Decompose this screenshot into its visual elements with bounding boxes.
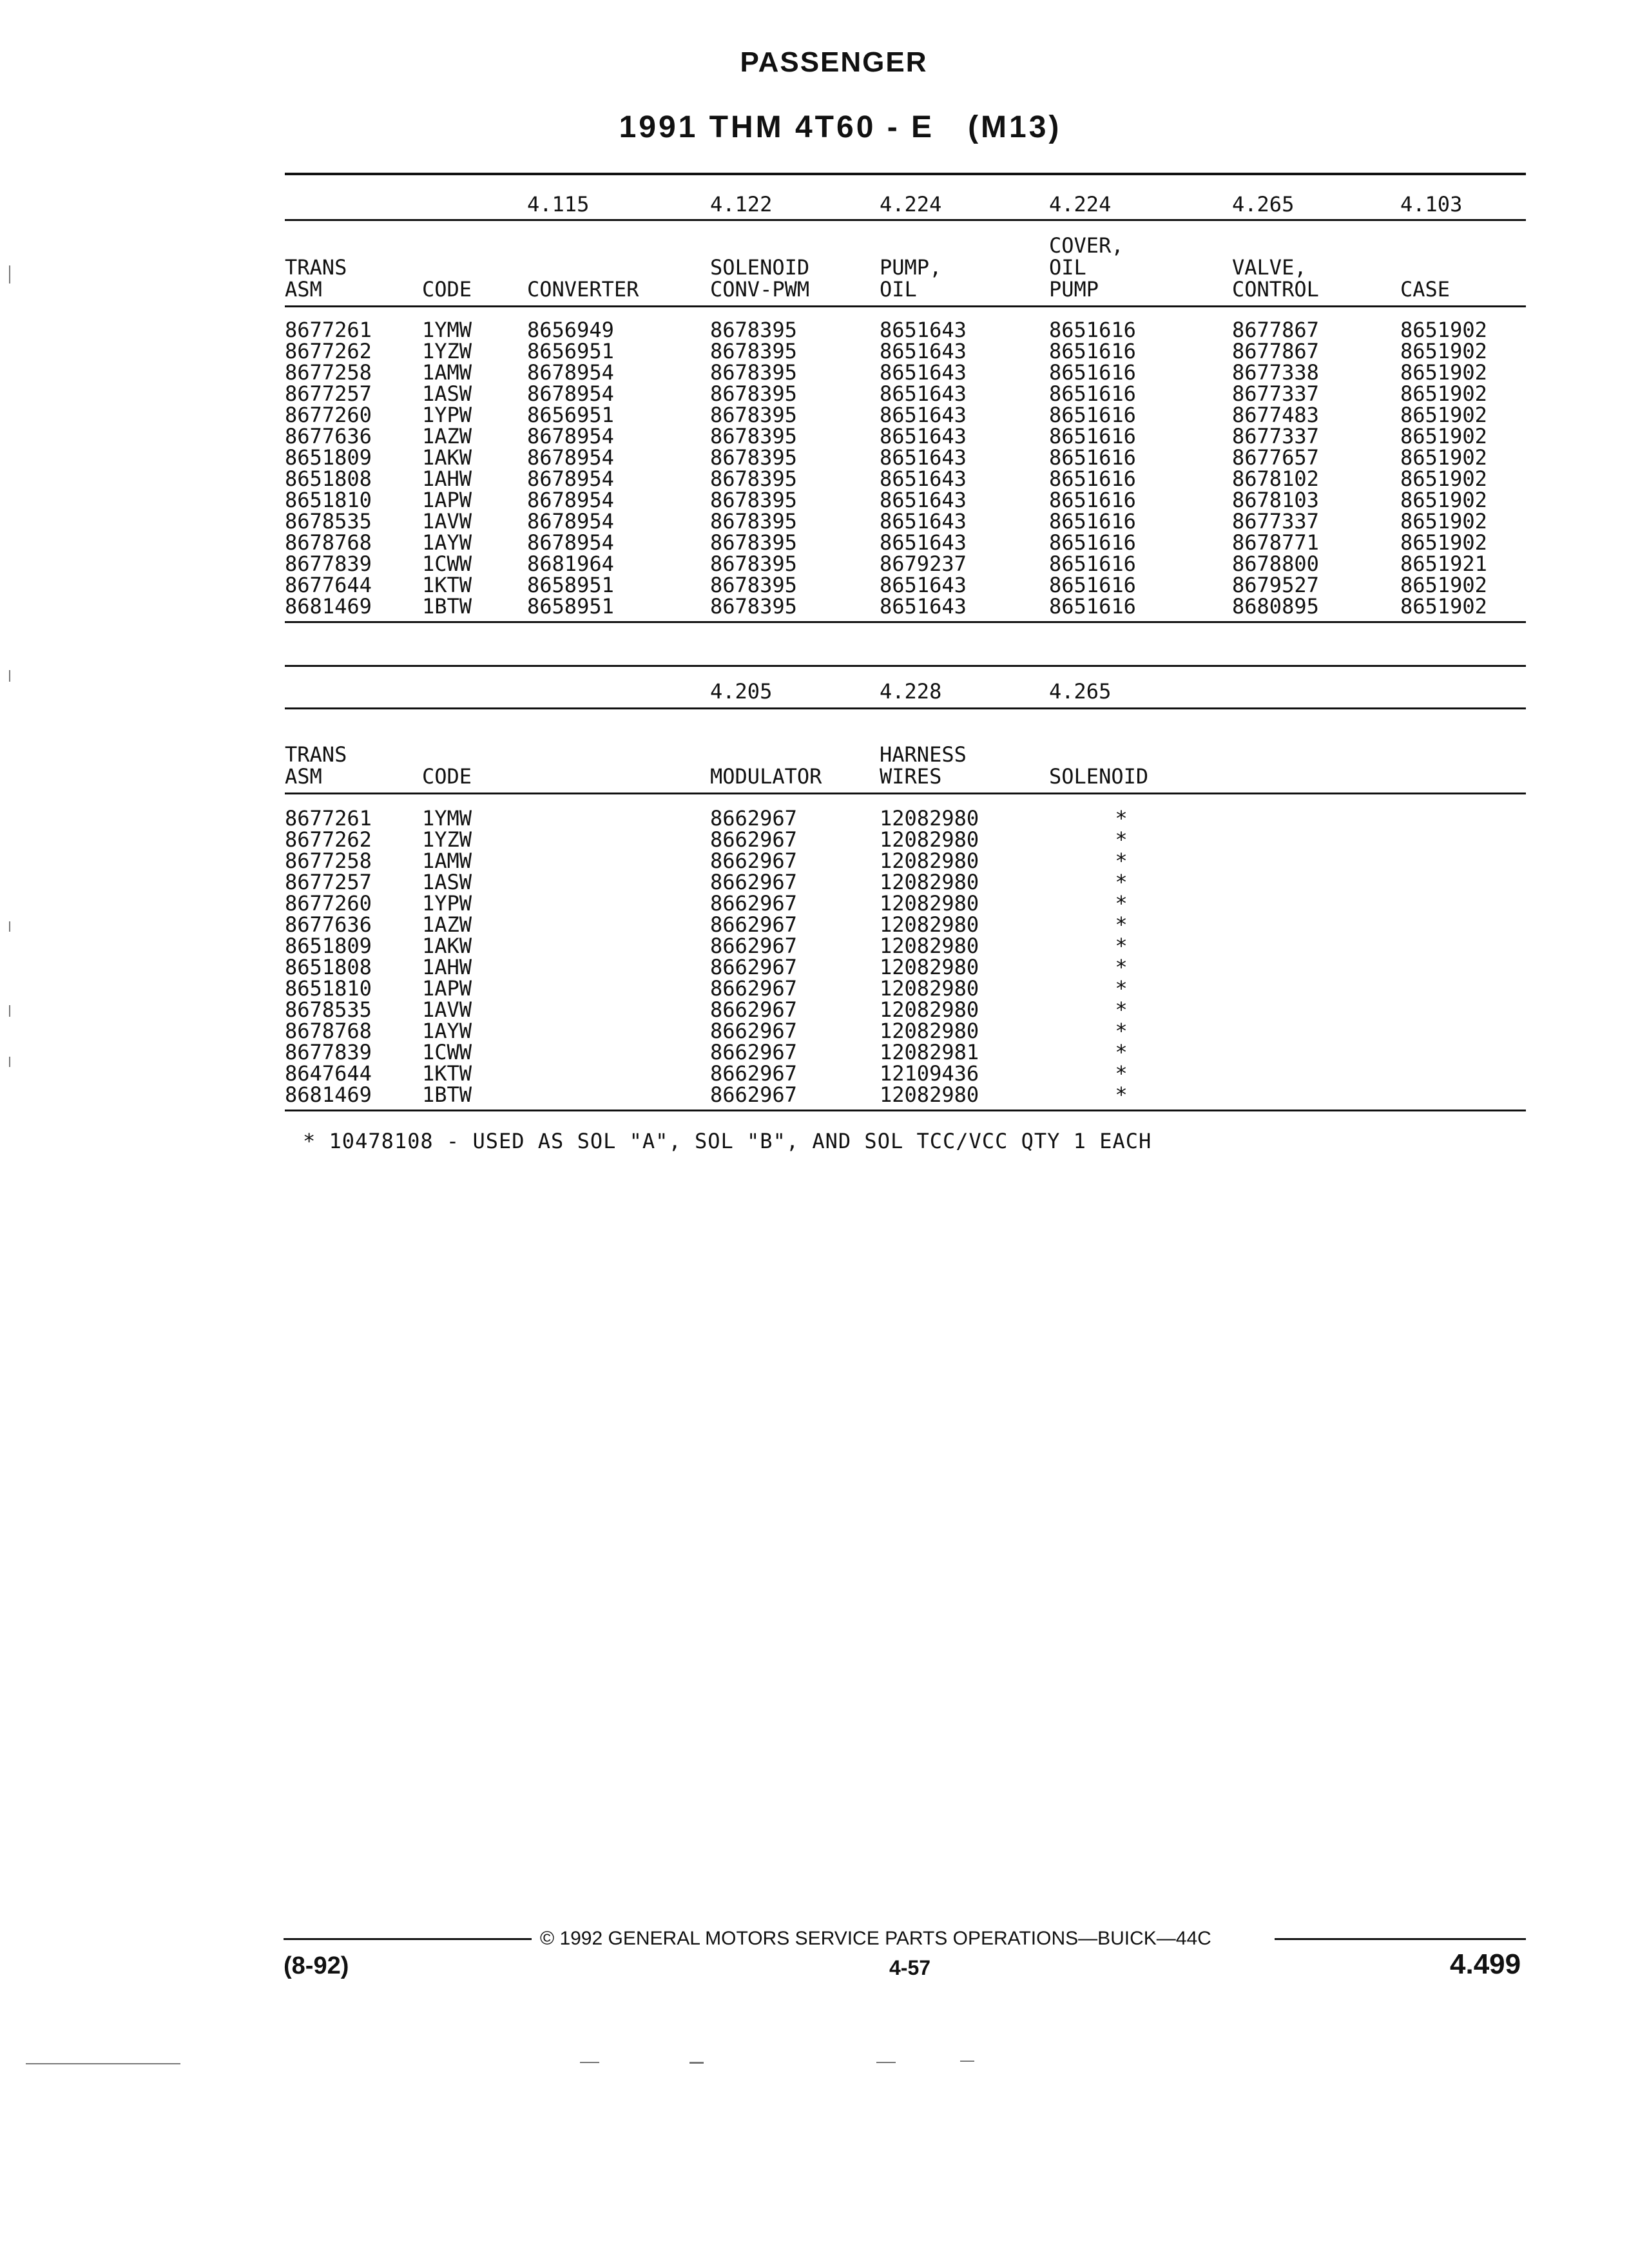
footnote-marker: * xyxy=(1115,870,1128,894)
table1-group-rule xyxy=(285,219,1526,221)
model-title: 1991 THM 4T60 - E (M13) xyxy=(619,110,1062,144)
table-cell: 8651643 xyxy=(880,594,967,619)
table-cell: 8681469 xyxy=(285,594,372,619)
table-cell: 8658951 xyxy=(527,573,614,597)
column-header: CASE xyxy=(1400,277,1451,302)
table-cell: 8651902 xyxy=(1400,573,1487,597)
column-header: CONVERTER xyxy=(527,277,639,302)
table-cell: 8677839 xyxy=(285,1040,372,1064)
table-cell: 8651616 xyxy=(1049,381,1136,406)
table1-top-rule xyxy=(285,173,1526,175)
table-cell: 8678395 xyxy=(710,318,797,342)
table-cell: 8677262 xyxy=(285,827,372,852)
table-cell: 8662967 xyxy=(710,827,797,852)
table-cell: 8651902 xyxy=(1400,466,1487,491)
table-cell: 1AMW xyxy=(422,849,472,873)
table-cell: 8678395 xyxy=(710,552,797,576)
table-cell: 1AVW xyxy=(422,997,472,1022)
table-cell: 1YZW xyxy=(422,827,472,852)
footnote-marker: * xyxy=(1115,955,1128,979)
table-cell: 8677261 xyxy=(285,806,372,831)
table-cell: 12082980 xyxy=(880,1082,979,1107)
table-cell: 8679527 xyxy=(1232,573,1319,597)
table-cell: 8651643 xyxy=(880,360,967,385)
table-cell: 8651810 xyxy=(285,976,372,1001)
section-number: 4.499 xyxy=(1450,1948,1521,1980)
column-header: COVER, OIL PUMP xyxy=(1049,233,1124,302)
table-cell: 8651809 xyxy=(285,934,372,958)
table-cell: 8677261 xyxy=(285,318,372,342)
table-cell: 8651616 xyxy=(1049,509,1136,533)
table2-top-rule xyxy=(285,665,1526,667)
table-cell: 8651902 xyxy=(1400,339,1487,363)
column-header: CODE xyxy=(422,277,472,302)
column-header: CODE xyxy=(422,764,472,789)
table-cell: 8662967 xyxy=(710,912,797,937)
group-number: 4.265 xyxy=(1049,679,1112,704)
table-cell: 8651902 xyxy=(1400,509,1487,533)
table-cell: 8662967 xyxy=(710,806,797,831)
table-cell: 8678535 xyxy=(285,509,372,533)
table-cell: 8662967 xyxy=(710,1040,797,1064)
table-cell: 1AYW xyxy=(422,530,472,555)
table-cell: 12082980 xyxy=(880,976,979,1001)
table-cell: 12082980 xyxy=(880,934,979,958)
footnote-marker: * xyxy=(1115,1040,1128,1064)
table-cell: 8651616 xyxy=(1049,403,1136,427)
table1-header-rule xyxy=(285,305,1526,307)
table-cell: 8651616 xyxy=(1049,488,1136,512)
table-cell: 1BTW xyxy=(422,1082,472,1107)
footnote-marker: * xyxy=(1115,912,1128,937)
table-cell: 8678395 xyxy=(710,424,797,448)
column-header: SOLENOID xyxy=(1049,764,1149,789)
group-number: 4.103 xyxy=(1400,192,1463,216)
group-number: 4.224 xyxy=(1049,192,1112,216)
table-cell: 8662967 xyxy=(710,870,797,894)
table-cell: 12082980 xyxy=(880,870,979,894)
table-cell: 8651643 xyxy=(880,466,967,491)
table-cell: 1AVW xyxy=(422,509,472,533)
table-cell: 8678395 xyxy=(710,530,797,555)
table-cell: 8678768 xyxy=(285,530,372,555)
table-cell: 8656949 xyxy=(527,318,614,342)
table-cell: 8651902 xyxy=(1400,381,1487,406)
table-cell: 8651921 xyxy=(1400,552,1487,576)
table-cell: 8681469 xyxy=(285,1082,372,1107)
table-cell: 8678954 xyxy=(527,360,614,385)
table-cell: 8662967 xyxy=(710,934,797,958)
table-cell: 8677636 xyxy=(285,424,372,448)
table-cell: 8651616 xyxy=(1049,466,1136,491)
table-cell: 1AYW xyxy=(422,1019,472,1043)
group-number: 4.224 xyxy=(880,192,942,216)
table-cell: 8651616 xyxy=(1049,339,1136,363)
table-cell: 1YPW xyxy=(422,891,472,916)
table-cell: 1ASW xyxy=(422,870,472,894)
table-cell: 8651808 xyxy=(285,955,372,979)
table-cell: 1CWW xyxy=(422,1040,472,1064)
scan-mark xyxy=(689,2062,704,2064)
table2-header-rule xyxy=(285,793,1526,794)
table-cell: 8678954 xyxy=(527,488,614,512)
table-cell: 8651616 xyxy=(1049,360,1136,385)
table-cell: 8662967 xyxy=(710,1061,797,1086)
scan-mark xyxy=(9,670,10,682)
table-cell: 8651643 xyxy=(880,509,967,533)
page-number: 4-57 xyxy=(889,1956,931,1979)
table-cell: 8678768 xyxy=(285,1019,372,1043)
table-cell: 8681964 xyxy=(527,552,614,576)
copyright-notice: © 1992 GENERAL MOTORS SERVICE PARTS OPERATIONS—BUICK—44C xyxy=(540,1928,1211,1949)
group-number: 4.228 xyxy=(880,679,942,704)
table-cell: 8651643 xyxy=(880,339,967,363)
table2-group-rule xyxy=(285,707,1526,709)
table-cell: 8677257 xyxy=(285,870,372,894)
column-header: TRANS ASM xyxy=(285,255,347,302)
table-cell: 8677260 xyxy=(285,891,372,916)
table-cell: 8678954 xyxy=(527,381,614,406)
table-cell: 8677260 xyxy=(285,403,372,427)
table-cell: 1AMW xyxy=(422,360,472,385)
table-cell: 8651643 xyxy=(880,530,967,555)
table-cell: 8662967 xyxy=(710,891,797,916)
table-cell: 8677257 xyxy=(285,381,372,406)
date-code: (8-92) xyxy=(284,1952,349,1979)
table-cell: 8651808 xyxy=(285,466,372,491)
table-cell: 8678395 xyxy=(710,594,797,619)
table-cell: 8678102 xyxy=(1232,466,1319,491)
table-cell: 8651902 xyxy=(1400,488,1487,512)
table-cell: 8662967 xyxy=(710,976,797,1001)
table-cell: 8678954 xyxy=(527,445,614,470)
table-cell: 8651643 xyxy=(880,318,967,342)
table-cell: 1AHW xyxy=(422,955,472,979)
footnote-marker: * xyxy=(1115,1082,1128,1107)
table-cell: 12082980 xyxy=(880,955,979,979)
scan-mark xyxy=(9,1005,10,1017)
table-cell: 8651902 xyxy=(1400,318,1487,342)
column-header: HARNESS WIRES xyxy=(880,742,967,789)
table-cell: 8651616 xyxy=(1049,573,1136,597)
table-cell: 12082980 xyxy=(880,827,979,852)
table-cell: 8651616 xyxy=(1049,318,1136,342)
table-cell: 8651809 xyxy=(285,445,372,470)
column-header: TRANS ASM xyxy=(285,742,347,789)
table-cell: 8677867 xyxy=(1232,339,1319,363)
table-cell: 8677258 xyxy=(285,849,372,873)
table-cell: 8677262 xyxy=(285,339,372,363)
table-cell: 8651616 xyxy=(1049,445,1136,470)
table1-bottom-rule xyxy=(285,621,1526,623)
table-cell: 8651902 xyxy=(1400,594,1487,619)
table-cell: 8677337 xyxy=(1232,424,1319,448)
scan-mark xyxy=(9,921,10,932)
table-cell: 8678395 xyxy=(710,360,797,385)
table-cell: 1YMW xyxy=(422,806,472,831)
column-header: VALVE, CONTROL xyxy=(1232,255,1319,302)
table-cell: 8651616 xyxy=(1049,594,1136,619)
table-cell: 8678954 xyxy=(527,530,614,555)
table-cell: 12082980 xyxy=(880,1019,979,1043)
footnote-marker: * xyxy=(1115,1061,1128,1086)
table-cell: 8677258 xyxy=(285,360,372,385)
table-cell: 8678395 xyxy=(710,445,797,470)
footer-rule-right xyxy=(1275,1938,1526,1940)
column-header: SOLENOID CONV-PWM xyxy=(710,255,810,302)
table-cell: 8678954 xyxy=(527,509,614,533)
group-number: 4.205 xyxy=(710,679,773,704)
table-cell: 8651616 xyxy=(1049,424,1136,448)
footer-rule-left xyxy=(284,1938,532,1940)
table-cell: 8656951 xyxy=(527,339,614,363)
scan-mark xyxy=(9,265,10,284)
group-number: 4.265 xyxy=(1232,192,1295,216)
table-cell: 8662967 xyxy=(710,1082,797,1107)
scan-mark xyxy=(580,2062,599,2063)
table-cell: 8678103 xyxy=(1232,488,1319,512)
table-cell: 1CWW xyxy=(422,552,472,576)
table-cell: 12082980 xyxy=(880,997,979,1022)
scan-mark xyxy=(9,1057,10,1067)
table-cell: 8678395 xyxy=(710,339,797,363)
footnote-marker: * xyxy=(1115,827,1128,852)
scan-mark xyxy=(876,2062,896,2063)
table-cell: 1KTW xyxy=(422,573,472,597)
table-cell: 1AKW xyxy=(422,934,472,958)
group-number: 4.122 xyxy=(710,192,773,216)
table-cell: 8678395 xyxy=(710,509,797,533)
table-cell: 8651643 xyxy=(880,381,967,406)
footnote-marker: * xyxy=(1115,1019,1128,1043)
table-cell: 1BTW xyxy=(422,594,472,619)
table-cell: 1YPW xyxy=(422,403,472,427)
table-cell: 1APW xyxy=(422,488,472,512)
table-cell: 8678395 xyxy=(710,403,797,427)
table-cell: 8651643 xyxy=(880,403,967,427)
footnote-marker: * xyxy=(1115,849,1128,873)
table-cell: 8677483 xyxy=(1232,403,1319,427)
table-cell: 8679237 xyxy=(880,552,967,576)
table-cell: 8677337 xyxy=(1232,509,1319,533)
table-cell: 8677337 xyxy=(1232,381,1319,406)
table-cell: 8677867 xyxy=(1232,318,1319,342)
table-cell: 8678395 xyxy=(710,488,797,512)
table-cell: 8651616 xyxy=(1049,530,1136,555)
table-cell: 8651902 xyxy=(1400,360,1487,385)
section-title: PASSENGER xyxy=(740,46,928,78)
table-cell: 8656951 xyxy=(527,403,614,427)
table-cell: 1KTW xyxy=(422,1061,472,1086)
table-cell: 8651902 xyxy=(1400,424,1487,448)
footnote-marker: * xyxy=(1115,934,1128,958)
footnote-marker: * xyxy=(1115,997,1128,1022)
scan-mark xyxy=(26,2063,180,2064)
table-cell: 8678395 xyxy=(710,573,797,597)
table-cell: 8651643 xyxy=(880,488,967,512)
table-cell: 8678954 xyxy=(527,466,614,491)
table-cell: 8651643 xyxy=(880,445,967,470)
table-cell: 1AHW xyxy=(422,466,472,491)
table-cell: 8651643 xyxy=(880,424,967,448)
group-number: 4.115 xyxy=(527,192,590,216)
table-cell: 12082980 xyxy=(880,891,979,916)
table-cell: 8678800 xyxy=(1232,552,1319,576)
solenoid-footnote: * 10478108 - USED AS SOL "A", SOL "B", AND SOL TCC/VCC QTY 1 EACH xyxy=(303,1129,1152,1153)
table-cell: 8662967 xyxy=(710,1019,797,1043)
table-cell: 12082981 xyxy=(880,1040,979,1064)
table-cell: 8662967 xyxy=(710,955,797,979)
table-cell: 8651616 xyxy=(1049,552,1136,576)
table-cell: 1YZW xyxy=(422,339,472,363)
table-cell: 8678395 xyxy=(710,381,797,406)
table-cell: 8678954 xyxy=(527,424,614,448)
table-cell: 1AKW xyxy=(422,445,472,470)
table2-bottom-rule xyxy=(285,1110,1526,1111)
table-cell: 8678395 xyxy=(710,466,797,491)
footnote-marker: * xyxy=(1115,891,1128,916)
table-cell: 12082980 xyxy=(880,912,979,937)
table-cell: 1AZW xyxy=(422,912,472,937)
footnote-marker: * xyxy=(1115,806,1128,831)
column-header: PUMP, OIL xyxy=(880,255,942,302)
table-cell: 8651902 xyxy=(1400,445,1487,470)
table-cell: 12082980 xyxy=(880,806,979,831)
table-cell: 8678771 xyxy=(1232,530,1319,555)
footnote-marker: * xyxy=(1115,976,1128,1001)
table-cell: 12082980 xyxy=(880,849,979,873)
table-cell: 8647644 xyxy=(285,1061,372,1086)
table-cell: 12109436 xyxy=(880,1061,979,1086)
table-cell: 8662967 xyxy=(710,997,797,1022)
table-cell: 8651643 xyxy=(880,573,967,597)
column-header: MODULATOR xyxy=(710,764,822,789)
table-cell: 8677338 xyxy=(1232,360,1319,385)
table-cell: 8651902 xyxy=(1400,530,1487,555)
table-cell: 8658951 xyxy=(527,594,614,619)
table-cell: 8677636 xyxy=(285,912,372,937)
table-cell: 8677657 xyxy=(1232,445,1319,470)
table-cell: 1ASW xyxy=(422,381,472,406)
table-cell: 8680895 xyxy=(1232,594,1319,619)
table-cell: 8677644 xyxy=(285,573,372,597)
scan-mark xyxy=(960,2061,974,2062)
table-cell: 1AZW xyxy=(422,424,472,448)
table-cell: 1YMW xyxy=(422,318,472,342)
table-cell: 8678535 xyxy=(285,997,372,1022)
table-cell: 1APW xyxy=(422,976,472,1001)
table-cell: 8662967 xyxy=(710,849,797,873)
table-cell: 8677839 xyxy=(285,552,372,576)
table-cell: 8651902 xyxy=(1400,403,1487,427)
table-cell: 8651810 xyxy=(285,488,372,512)
